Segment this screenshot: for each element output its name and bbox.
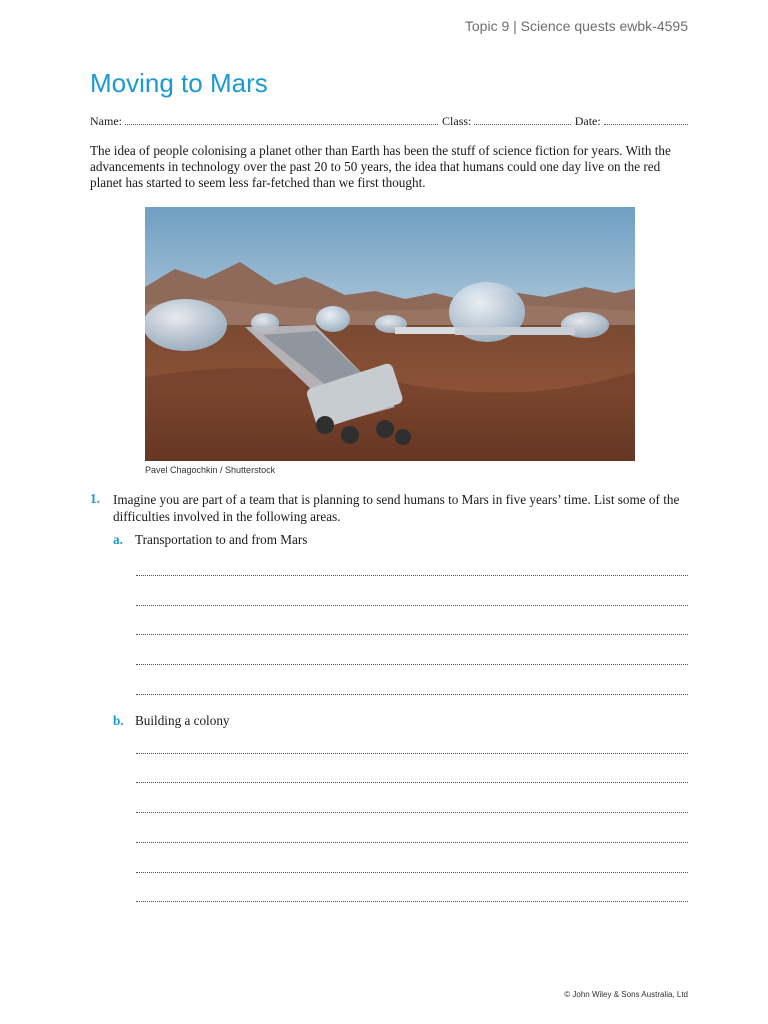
part-a-text: Transportation to and from Mars [135,532,308,547]
answer-line[interactable] [136,664,688,665]
date-field[interactable] [604,115,688,125]
answer-line[interactable] [136,812,688,813]
part-b-letter: b. [113,713,124,728]
copyright-footer: © John Wiley & Sons Australia, Ltd [564,990,688,999]
question-number: 1. [90,491,100,506]
intro-paragraph: The idea of people colonising a planet other than Earth has been the stuff of science fiction for years. With the advancements in technology over the past 20 to 50 years, the idea that humans could one day live on the red planet has started to seem less far-fetched than we first thought. [90,143,671,190]
class-field[interactable] [474,115,570,125]
name-label: Name: [90,114,122,128]
answer-line[interactable] [136,634,688,635]
answer-line[interactable] [136,901,688,902]
part-b-text: Building a colony [135,713,230,728]
mars-colony-photo [145,207,635,461]
question-text: Imagine you are part of a team that is planning to send humans to Mars in five years’ time. List some of the difficulties involved in the following areas. [113,492,680,524]
part-a-letter: a. [113,532,123,547]
answer-line[interactable] [136,753,688,754]
page-header: Topic 9 | Science quests ewbk-4595 [464,18,688,34]
answer-line[interactable] [136,842,688,843]
answer-line[interactable] [136,872,688,873]
class-label: Class: [442,114,472,128]
page-title: Moving to Mars [90,68,268,98]
answer-line[interactable] [136,694,688,695]
image-credit: Pavel Chagochkin / Shutterstock [145,465,276,475]
answer-line[interactable] [136,605,688,606]
answer-line[interactable] [136,575,688,576]
name-field[interactable] [125,115,438,125]
answer-line[interactable] [136,782,688,783]
student-info-line [90,114,688,129]
date-label: Date: [574,114,601,128]
